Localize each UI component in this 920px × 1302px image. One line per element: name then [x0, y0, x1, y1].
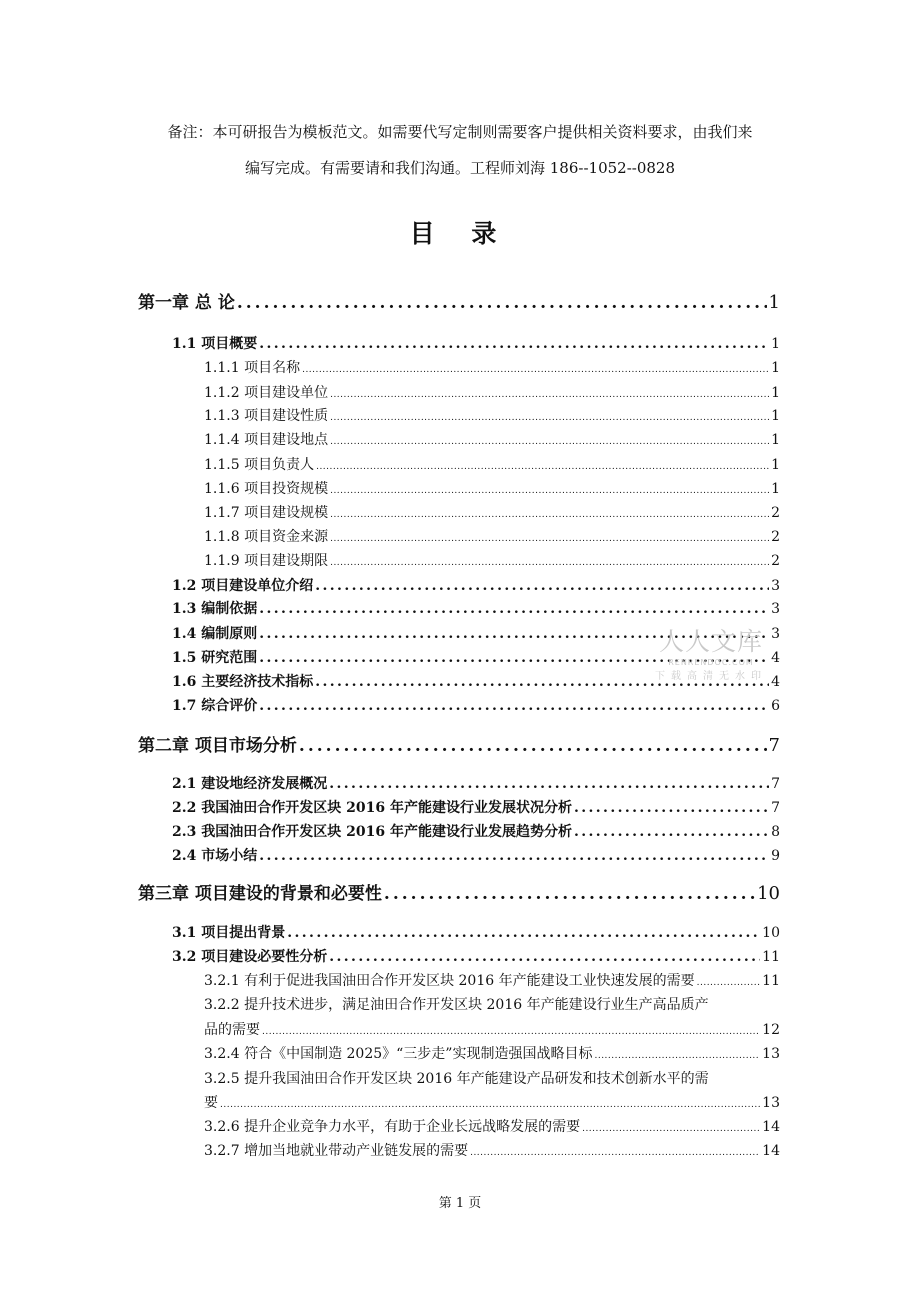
toc-leader-dots [329, 776, 769, 792]
toc-leader-dots [330, 534, 769, 544]
toc-entry-section-3-2[interactable] [172, 946, 780, 966]
toc-leader-dots [262, 1027, 760, 1037]
toc-page-number: 1 [771, 385, 780, 401]
toc-entry-text: 1.6 主要经济技术指标 [172, 674, 314, 690]
toc-entry-sub-3-2-4[interactable] [204, 1043, 780, 1063]
toc-entry-sub-1-1-8[interactable] [204, 526, 780, 546]
toc-entry-text: 1.1.9 项目建设期限 [204, 553, 329, 569]
toc-leader-dots [287, 925, 760, 941]
watermark-subtitle: 下载高清无水印 [655, 671, 767, 682]
toc-leader-dots [259, 848, 769, 864]
toc-entry-chapter-2[interactable] [138, 731, 780, 756]
toc-leader-dots [582, 1124, 760, 1134]
toc-page-number: 10 [757, 883, 780, 904]
toc-entry-text: 第三章 项目建设的背景和必要性 [138, 884, 382, 904]
page-footer: 第 1 页 [438, 1196, 482, 1211]
toc-entry-text: 要 [204, 1095, 218, 1111]
toc-page-number: 10 [762, 925, 780, 941]
template-note-line-2: 编写完成。有需要请和我们沟通。工程师刘海 186--1052--0828 [244, 159, 676, 177]
toc-page-number: 9 [771, 848, 780, 864]
toc-leader-dots [259, 698, 769, 714]
toc-page-number: 1 [771, 360, 780, 376]
toc-leader-dots [330, 486, 769, 496]
toc-entry-section-1-2[interactable] [172, 575, 780, 595]
toc-page-number: 6 [771, 698, 780, 714]
toc-leader-dots [259, 601, 769, 617]
toc-page-number: 3 [771, 578, 780, 594]
toc-title: 目 录 [409, 219, 511, 248]
toc-entry-text: 1.1.8 项目资金来源 [204, 529, 329, 545]
watermark-title: 人人文库 [658, 627, 763, 656]
toc-entry-text: 第一章 总 论 [138, 293, 235, 313]
toc-entry-text: 1.1 项目概要 [172, 336, 258, 352]
toc-entry-chapter-1[interactable] [138, 288, 780, 313]
toc-entry-sub-1-1-2[interactable] [204, 382, 780, 402]
toc-page-number: 12 [762, 1022, 780, 1038]
toc-entry-chapter-3[interactable] [138, 879, 780, 904]
toc-entry-sub-1-1-1[interactable] [204, 357, 780, 377]
toc-page-number: 7 [771, 776, 780, 792]
toc-entry-text: 1.1.5 项目负责人 [204, 457, 315, 473]
toc-entry-section-2-2[interactable] [172, 797, 780, 817]
toc-leader-dots [302, 365, 769, 375]
toc-page-number: 2 [771, 529, 780, 545]
toc-entry-section-1-3[interactable] [172, 598, 780, 618]
toc-leader-dots [384, 884, 755, 904]
toc-entry-text: 1.3 编制依据 [172, 601, 258, 617]
toc-leader-dots [330, 510, 769, 520]
toc-page-number: 2 [771, 553, 780, 569]
toc-entry-text: 3.2 项目建设必要性分析 [172, 949, 328, 965]
toc-page-number: 1 [768, 292, 780, 313]
toc-page-number: 7 [771, 800, 780, 816]
toc-page-number: 11 [762, 949, 780, 965]
toc-page-number: 1 [771, 432, 780, 448]
template-note-line-1: 备注：本可研报告为模板范文。如需要代写定制则需要客户提供相关资料要求，由我们来 [167, 123, 753, 141]
toc-leader-dots [220, 1100, 760, 1110]
toc-entry-section-2-3[interactable] [172, 821, 780, 841]
toc-entry-sub-3-2-1[interactable] [204, 970, 780, 990]
toc-entry-sub-1-1-6[interactable] [204, 478, 780, 498]
toc-entry-sub-3-2-2[interactable] [204, 1019, 780, 1039]
toc-entry-text: 3.1 项目提出背景 [172, 925, 286, 941]
toc-entry-sub-1-1-4[interactable] [204, 429, 780, 449]
toc-entry-text: 3.2.7 增加当地就业带动产业链发展的需要 [204, 1143, 469, 1159]
toc-page-number: 1 [771, 336, 780, 352]
toc-entry-text: 1.1.7 项目建设规模 [204, 505, 329, 521]
toc-entry-sub-3-2-5-line1[interactable]: 3.2.5 提升我国油田合作开发区块 2016 年产能建设产品研发和技术创新水平的需 [204, 1071, 709, 1087]
toc-entry-text: 品的需要 [204, 1022, 260, 1038]
toc-page-number: 14 [762, 1143, 780, 1159]
toc-leader-dots [237, 293, 767, 313]
toc-entry-section-2-4[interactable] [172, 845, 780, 865]
toc-page-number: 2 [771, 505, 780, 521]
toc-entry-text: 1.1.2 项目建设单位 [204, 385, 329, 401]
toc-leader-dots [316, 462, 769, 472]
toc-page-number: 4 [771, 674, 780, 690]
toc-leader-dots [330, 437, 769, 447]
toc-leader-dots [574, 800, 769, 816]
toc-leader-dots [330, 390, 769, 400]
toc-entry-text: 3.2.1 有利于促进我国油田合作开发区块 2016 年产能建设工业快速发展的需要 [204, 973, 695, 989]
toc-entry-text: 1.5 研究范围 [172, 650, 258, 666]
toc-page-number: 1 [771, 457, 780, 473]
toc-leader-dots [299, 736, 767, 756]
toc-leader-dots [470, 1148, 760, 1158]
toc-entry-sub-1-1-5[interactable] [204, 454, 780, 474]
toc-leader-dots [259, 336, 769, 352]
toc-entry-section-2-1[interactable] [172, 773, 780, 793]
toc-entry-text: 3.2.4 符合《中国制造 2025》“三步走”实现制造强国战略目标 [204, 1046, 593, 1062]
toc-entry-text: 1.2 项目建设单位介绍 [172, 578, 314, 594]
toc-page-number: 14 [762, 1119, 780, 1135]
toc-entry-section-3-1[interactable] [172, 922, 780, 942]
toc-page-number: 13 [762, 1095, 780, 1111]
toc-leader-dots [574, 824, 769, 840]
toc-entry-section-1-7[interactable] [172, 695, 780, 715]
toc-page-number: 1 [771, 408, 780, 424]
toc-entry-section-1-1[interactable] [172, 333, 780, 353]
toc-entry-text: 2.1 建设地经济发展概况 [172, 776, 328, 792]
toc-entry-text: 1.1.6 项目投资规模 [204, 481, 329, 497]
watermark [648, 622, 774, 682]
toc-entry-text: 1.1.1 项目名称 [204, 360, 301, 376]
toc-entry-sub-1-1-9[interactable] [204, 550, 780, 570]
toc-entry-text: 3.2.6 提升企业竞争力水平，有助于企业长远战略发展的需要 [204, 1119, 581, 1135]
toc-page-number: 13 [762, 1046, 780, 1062]
toc-entry-text: 2.3 我国油田合作开发区块 2016 年产能建设行业发展趋势分析 [172, 824, 572, 840]
toc-entry-sub-3-2-6[interactable] [204, 1116, 780, 1136]
toc-page-number: 4 [771, 650, 780, 666]
toc-leader-dots [315, 578, 769, 594]
toc-leader-dots [330, 413, 769, 423]
toc-page-number: 3 [771, 626, 780, 642]
toc-entry-text: 1.4 编制原则 [172, 626, 258, 642]
toc-page-number: 1 [771, 481, 780, 497]
toc-entry-text: 1.1.4 项目建设地点 [204, 432, 329, 448]
toc-page-number: 3 [771, 601, 780, 617]
toc-leader-dots [329, 949, 760, 965]
toc-entry-text: 2.4 市场小结 [172, 848, 258, 864]
toc-entry-text: 1.7 综合评价 [172, 698, 258, 714]
toc-leader-dots [697, 978, 761, 988]
toc-entry-text: 2.2 我国油田合作开发区块 2016 年产能建设行业发展状况分析 [172, 800, 572, 816]
toc-page-number: 8 [771, 824, 780, 840]
toc-entry-sub-1-1-3[interactable] [204, 405, 780, 425]
toc-entry-text: 第二章 项目市场分析 [138, 736, 297, 756]
toc-entry-sub-3-2-7[interactable] [204, 1140, 780, 1160]
toc-entry-sub-3-2-2-line1[interactable]: 3.2.2 提升技术进步，满足油田合作开发区块 2016 年产能建设行业生产高品质产 [204, 997, 709, 1013]
toc-page-number: 11 [762, 973, 780, 989]
toc-entry-sub-1-1-7[interactable] [204, 502, 780, 522]
watermark-url: RENRENDOC.COM [668, 658, 754, 667]
toc-leader-dots [594, 1051, 760, 1061]
toc-entry-sub-3-2-5[interactable] [204, 1092, 780, 1112]
toc-leader-dots [330, 558, 769, 568]
toc-page-number: 7 [768, 735, 780, 756]
toc-entry-text: 1.1.3 项目建设性质 [204, 408, 329, 424]
